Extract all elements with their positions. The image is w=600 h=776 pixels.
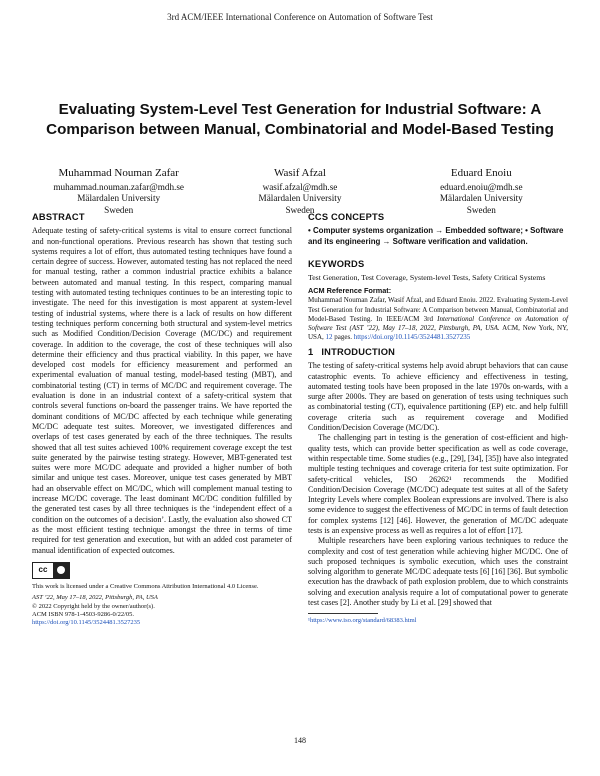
keywords-text: Test Generation, Test Coverage, System-level Tests, Safety Critical Systems (308, 273, 546, 283)
license-venue: AST ’22, May 17–18, 2022, Pittsburgh, PA, USA (32, 594, 158, 602)
reference-authors: Muhammad Nouman Zafar, Wasif Afzal, and Eduard Enoiu. 2022. Evaluating System-Level Test Generation for Industrial Software: A Comparison between Manual, Combinatorial and Model-Based Testing. In IEEE/ACM 3rd (308, 296, 568, 323)
license-meta (32, 594, 292, 628)
author-block (28, 168, 572, 216)
author-affiliation: Mälardalen University (439, 193, 523, 204)
cc-license-block (32, 562, 292, 579)
intro-paragraph-1: The testing of safety-critical systems help avoid abrupt behaviors that can cause catastrophic events. To achieve efficiency and effectiveness in testing, automated testing tools have been proposed in the late 1970s on-wards, with a surge after 2000s. They are based on generation of tests using techniques such as combinatorial testing (CT), equivalence partitioning (EP) etc. and help fulfill coverage criteria such as requirement coverage and Modified Condition/Decision Coverage (MC/DC). (308, 361, 568, 433)
abstract-text: Adequate testing of safety-critical systems is vital to ensure correct functional and non-functional operations. Previous research has shown that testing such systems requires a lot of effort, thus automated testing techniques have found a certain degree of success. However, automated testing has not replaced the need for manual testing, rather a common industrial practice exhibits a balance between automated and manual testing. In this respect, comparing manual testing with automated testing techniques continues to be an interesting topic to investigate. The need for this investigation is most apparent at system-level testing of industrial systems, where there is a lack of results on how different testing techniques perform concerning both structural and system-level metrics such as Modified Condition/Decision Coverage (MC/DC) and requirement coverage. In addition to the coverage, the cost of these techniques will also determine their efficiency and thus practical viability. In this paper, we have developed cost models for efficiency measurement and performed an experimental evaluation of manual testing, model-based testing (MBT), and combinatorial testing (CT) in terms of MC/DC and requirement coverage. The evaluation is done in an industrial context of a safety-critical system that controls several functions on-board the passenger trains. We have reported the dominant conditions of MC/DC affected by each technique while generating MC/DC adequate test suites. Moreover, we investigated differences and overlaps of test cases generated by each of the three techniques. The results showed that all test suites achieved 100% requirement coverage except the test suite generated by the pairwise testing strategy. However, MBT-generated test suites were more MC/DC adequate and provided a higher number of both similar and unique test cases. Moreover, unique test cases generated by MBT had an observable effect on MC/DC, which will complement manual testing to increase MC/DC coverage. The least dominant MC/DC condition fulfilled by the generated test cases by all three techniques is the ‘independent effect of a condition on the outcomes of a decision’. Lastly, the evaluation also showed CT as the most efficient testing technique amongst the three in terms of time required for test generation and execution, but with an added cost parameter of manual identification of expected outcomes. (32, 226, 292, 555)
author-1 (28, 168, 209, 216)
left-column (32, 212, 292, 628)
reference-pages-link[interactable]: 12 (325, 332, 333, 341)
license-isbn: ACM ISBN 978-1-4503-9286-0/22/05. (32, 611, 135, 619)
conference-header: 3rd ACM/IEEE International Conference on Automation of Software Test (167, 12, 433, 22)
intro-paragraph-3: Multiple researchers have been exploring various techniques to reduce the complexity and cost of test generation while achieving higher MC/DC. One of such proposed techniques is symbolic execution, which uses the constraint solving algorithm to generate MC/DC adequate tests [6] [16] [36]. But symbolic execution has the drawback of path explosion problem, due to which constraints solving and execution analysis require a lot of computational power to generate test cases [2]. Another study by Li et al. [29] showed that (308, 536, 568, 608)
reference-format-heading: ACM Reference Format: (308, 286, 392, 296)
reference-pages-suffix: pages. (332, 332, 352, 341)
author-affiliation: Mälardalen University (258, 193, 342, 204)
author-country: Sweden (285, 204, 315, 215)
author-name: Wasif Afzal (274, 167, 326, 179)
intro-section-title: INTRODUCTION (321, 346, 396, 357)
ccs-text: • Computer systems organization → Embedded software; • Software and its engineering → Software verification and validation. (308, 226, 564, 246)
footnote-link[interactable]: ¹https://www.iso.org/standard/68383.html (308, 617, 417, 625)
author-name: Eduard Enoiu (450, 167, 512, 179)
author-email: muhammad.nouman.zafar@mdh.se (53, 181, 184, 192)
license-copyright: © 2022 Copyright held by the owner/author(s). (32, 602, 155, 610)
author-email: wasif.afzal@mdh.se (262, 181, 338, 192)
abstract-heading: ABSTRACT (32, 212, 85, 222)
author-email: eduard.enoiu@mdh.se (440, 181, 523, 192)
footnote-divider (308, 613, 378, 614)
reference-venue: International Conference on Automation of Software Test (AST ’22), May 17–18, 2022, Pittsburgh, PA, USA. (308, 314, 568, 332)
page-number: 148 (294, 736, 306, 745)
intro-paragraph-2: The challenging part in testing is the generation of cost-efficient and high-quality tests, which can provide better specification as well as code coverage, within respectable time. Some studies (e.g., [29], [34], [35]) have also integrated multiple testing techniques and coverage criteria for test suite optimization. For safety-critical vehicles, ISO 26262¹ recommends the Modified Condition/Decision Coverage (MC/DC) adequate test suites at all of the Safety Integrity Levels where complex Boolean expressions are involved. There is also some evidence to suggest the effectiveness of MC/DC in terms of fault detection for complex systems [12] [46]. However, the generation of MC/DC adequate tests is an expensive process as well as requires a lot of effort [17]. (308, 433, 568, 535)
intro-heading (308, 347, 568, 357)
license-statement: This work is licensed under a Creative Commons Attribution International 4.0 License. (32, 582, 259, 590)
by-person-icon (53, 563, 69, 578)
cc-logo-icon: cc (33, 563, 53, 578)
author-country: Sweden (104, 204, 134, 215)
keywords-heading: KEYWORDS (308, 258, 365, 269)
intro-section-number: 1 (308, 346, 314, 357)
author-affiliation: Mälardalen University (77, 193, 161, 204)
author-3 (391, 168, 572, 216)
paper-title: Evaluating System-Level Test Generation for Industrial Software: A Comparison between Manual, Combinatorial and Model-Based Testing (46, 101, 554, 138)
cc-by-badge[interactable] (32, 562, 70, 579)
license-doi-link[interactable]: https://doi.org/10.1145/3524481.3527235 (32, 619, 141, 627)
ccs-heading: CCS CONCEPTS (308, 212, 385, 222)
author-country: Sweden (466, 204, 496, 215)
author-name: Muhammad Nouman Zafar (58, 167, 179, 179)
reference-tail: ACM, New York, NY, USA, (308, 323, 568, 341)
reference-doi-link[interactable]: https://doi.org/10.1145/3524481.3527235 (353, 332, 471, 341)
reference-format-text (308, 296, 568, 341)
author-2 (209, 168, 390, 216)
right-column (308, 212, 568, 627)
